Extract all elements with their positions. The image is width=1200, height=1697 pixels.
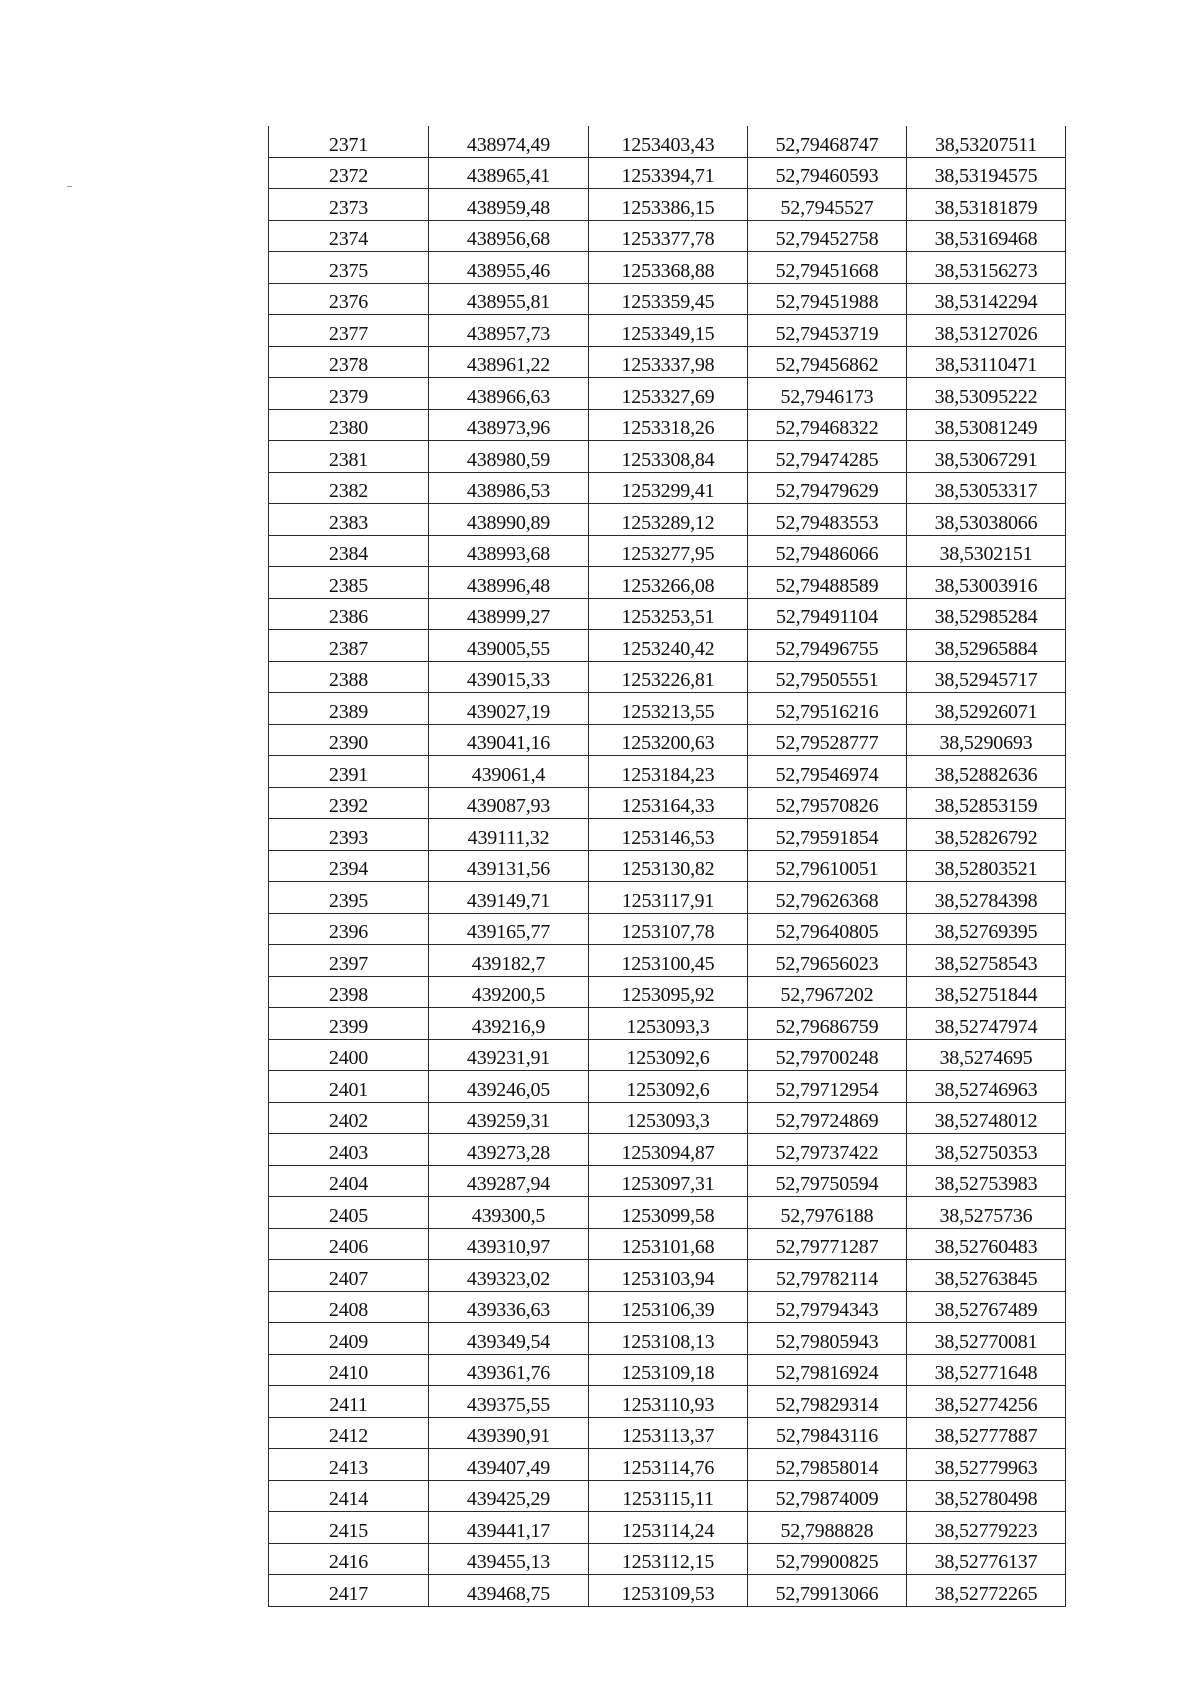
longitude-cell: 38,52965884: [907, 630, 1066, 662]
latitude-cell: 52,79451668: [748, 252, 907, 284]
longitude-cell: 38,5290693: [907, 724, 1066, 756]
table-row: [269, 567, 1066, 599]
latitude-cell: 52,79453719: [748, 315, 907, 347]
coordinates-table: [268, 126, 1066, 1607]
point-number-cell: 2399: [269, 1008, 429, 1040]
table-row: [269, 1512, 1066, 1544]
point-number-cell: 2382: [269, 472, 429, 504]
latitude-cell: 52,79483553: [748, 504, 907, 536]
x-coordinate-cell: 438957,73: [429, 315, 589, 347]
y-coordinate-cell: 1253093,3: [589, 1008, 748, 1040]
y-coordinate-cell: 1253277,95: [589, 535, 748, 567]
point-number-cell: 2401: [269, 1071, 429, 1103]
longitude-cell: 38,52853159: [907, 787, 1066, 819]
table-row: [269, 661, 1066, 693]
y-coordinate-cell: 1253115,11: [589, 1480, 748, 1512]
table-row: [269, 472, 1066, 504]
latitude-cell: 52,79468747: [748, 126, 907, 157]
point-number-cell: 2405: [269, 1197, 429, 1229]
table-row: [269, 220, 1066, 252]
y-coordinate-cell: 1253112,15: [589, 1543, 748, 1575]
latitude-cell: 52,79505551: [748, 661, 907, 693]
point-number-cell: 2414: [269, 1480, 429, 1512]
table-row: [269, 1543, 1066, 1575]
y-coordinate-cell: 1253114,24: [589, 1512, 748, 1544]
point-number-cell: 2375: [269, 252, 429, 284]
latitude-cell: 52,79724869: [748, 1102, 907, 1134]
latitude-cell: 52,79591854: [748, 819, 907, 851]
y-coordinate-cell: 1253108,13: [589, 1323, 748, 1355]
x-coordinate-cell: 438961,22: [429, 346, 589, 378]
latitude-cell: 52,7976188: [748, 1197, 907, 1229]
x-coordinate-cell: 439310,97: [429, 1228, 589, 1260]
x-coordinate-cell: 439390,91: [429, 1417, 589, 1449]
x-coordinate-cell: 439149,71: [429, 882, 589, 914]
x-coordinate-cell: 439200,5: [429, 976, 589, 1008]
table-row: [269, 441, 1066, 473]
table-row: [269, 1039, 1066, 1071]
table-row: [269, 819, 1066, 851]
point-number-cell: 2409: [269, 1323, 429, 1355]
x-coordinate-cell: 438955,81: [429, 283, 589, 315]
x-coordinate-cell: 438996,48: [429, 567, 589, 599]
y-coordinate-cell: 1253107,78: [589, 913, 748, 945]
longitude-cell: 38,53142294: [907, 283, 1066, 315]
y-coordinate-cell: 1253253,51: [589, 598, 748, 630]
table-row: [269, 1260, 1066, 1292]
table-row: [269, 1165, 1066, 1197]
table-row: [269, 850, 1066, 882]
y-coordinate-cell: 1253349,15: [589, 315, 748, 347]
latitude-cell: 52,79712954: [748, 1071, 907, 1103]
table-row: [269, 1134, 1066, 1166]
latitude-cell: 52,7967202: [748, 976, 907, 1008]
x-coordinate-cell: 439336,63: [429, 1291, 589, 1323]
longitude-cell: 38,5274695: [907, 1039, 1066, 1071]
x-coordinate-cell: 438999,27: [429, 598, 589, 630]
y-coordinate-cell: 1253099,58: [589, 1197, 748, 1229]
longitude-cell: 38,53067291: [907, 441, 1066, 473]
point-number-cell: 2374: [269, 220, 429, 252]
table-row: [269, 756, 1066, 788]
table-row: [269, 1323, 1066, 1355]
latitude-cell: 52,79451988: [748, 283, 907, 315]
table-row: [269, 504, 1066, 536]
longitude-cell: 38,52784398: [907, 882, 1066, 914]
y-coordinate-cell: 1253368,88: [589, 252, 748, 284]
point-number-cell: 2412: [269, 1417, 429, 1449]
latitude-cell: 52,79900825: [748, 1543, 907, 1575]
table-row: [269, 945, 1066, 977]
point-number-cell: 2384: [269, 535, 429, 567]
x-coordinate-cell: 438966,63: [429, 378, 589, 410]
point-number-cell: 2396: [269, 913, 429, 945]
y-coordinate-cell: 1253377,78: [589, 220, 748, 252]
y-coordinate-cell: 1253299,41: [589, 472, 748, 504]
y-coordinate-cell: 1253109,53: [589, 1575, 748, 1607]
point-number-cell: 2386: [269, 598, 429, 630]
latitude-cell: 52,79486066: [748, 535, 907, 567]
x-coordinate-cell: 439015,33: [429, 661, 589, 693]
table-row: [269, 882, 1066, 914]
latitude-cell: 52,79874009: [748, 1480, 907, 1512]
x-coordinate-cell: 439231,91: [429, 1039, 589, 1071]
y-coordinate-cell: 1253094,87: [589, 1134, 748, 1166]
longitude-cell: 38,52772265: [907, 1575, 1066, 1607]
table-row: [269, 1417, 1066, 1449]
longitude-cell: 38,52747974: [907, 1008, 1066, 1040]
latitude-cell: 52,79496755: [748, 630, 907, 662]
y-coordinate-cell: 1253093,3: [589, 1102, 748, 1134]
x-coordinate-cell: 439216,9: [429, 1008, 589, 1040]
point-number-cell: 2377: [269, 315, 429, 347]
latitude-cell: 52,79546974: [748, 756, 907, 788]
longitude-cell: 38,52753983: [907, 1165, 1066, 1197]
longitude-cell: 38,53181879: [907, 189, 1066, 221]
table-row: [269, 1228, 1066, 1260]
y-coordinate-cell: 1253117,91: [589, 882, 748, 914]
table-row: [269, 1354, 1066, 1386]
latitude-cell: 52,79640805: [748, 913, 907, 945]
longitude-cell: 38,52774256: [907, 1386, 1066, 1418]
table-row: [269, 315, 1066, 347]
longitude-cell: 38,52748012: [907, 1102, 1066, 1134]
longitude-cell: 38,53156273: [907, 252, 1066, 284]
table-row: [269, 787, 1066, 819]
x-coordinate-cell: 439041,16: [429, 724, 589, 756]
latitude-cell: 52,79452758: [748, 220, 907, 252]
point-number-cell: 2391: [269, 756, 429, 788]
longitude-cell: 38,52779963: [907, 1449, 1066, 1481]
longitude-cell: 38,52763845: [907, 1260, 1066, 1292]
table-row: [269, 1197, 1066, 1229]
longitude-cell: 38,52769395: [907, 913, 1066, 945]
longitude-cell: 38,52770081: [907, 1323, 1066, 1355]
x-coordinate-cell: 439005,55: [429, 630, 589, 662]
point-number-cell: 2416: [269, 1543, 429, 1575]
point-number-cell: 2404: [269, 1165, 429, 1197]
latitude-cell: 52,79474285: [748, 441, 907, 473]
x-coordinate-cell: 439027,19: [429, 693, 589, 725]
latitude-cell: 52,79610051: [748, 850, 907, 882]
x-coordinate-cell: 439361,76: [429, 1354, 589, 1386]
latitude-cell: 52,79858014: [748, 1449, 907, 1481]
y-coordinate-cell: 1253184,23: [589, 756, 748, 788]
table-row: [269, 189, 1066, 221]
y-coordinate-cell: 1253403,43: [589, 126, 748, 157]
point-number-cell: 2371: [269, 126, 429, 157]
table-row: [269, 598, 1066, 630]
x-coordinate-cell: 438973,96: [429, 409, 589, 441]
latitude-cell: 52,79771287: [748, 1228, 907, 1260]
latitude-cell: 52,7946173: [748, 378, 907, 410]
coordinates-table-body: [269, 126, 1066, 1606]
point-number-cell: 2385: [269, 567, 429, 599]
y-coordinate-cell: 1253100,45: [589, 945, 748, 977]
x-coordinate-cell: 438956,68: [429, 220, 589, 252]
x-coordinate-cell: 439455,13: [429, 1543, 589, 1575]
longitude-cell: 38,52945717: [907, 661, 1066, 693]
x-coordinate-cell: 438990,89: [429, 504, 589, 536]
latitude-cell: 52,79782114: [748, 1260, 907, 1292]
latitude-cell: 52,79700248: [748, 1039, 907, 1071]
y-coordinate-cell: 1253200,63: [589, 724, 748, 756]
y-coordinate-cell: 1253386,15: [589, 189, 748, 221]
latitude-cell: 52,79816924: [748, 1354, 907, 1386]
point-number-cell: 2398: [269, 976, 429, 1008]
table-row: [269, 913, 1066, 945]
latitude-cell: 52,79460593: [748, 157, 907, 189]
longitude-cell: 38,52882636: [907, 756, 1066, 788]
x-coordinate-cell: 439273,28: [429, 1134, 589, 1166]
x-coordinate-cell: 438986,53: [429, 472, 589, 504]
latitude-cell: 52,79750594: [748, 1165, 907, 1197]
point-number-cell: 2387: [269, 630, 429, 662]
point-number-cell: 2413: [269, 1449, 429, 1481]
table-row: [269, 126, 1066, 157]
point-number-cell: 2395: [269, 882, 429, 914]
point-number-cell: 2407: [269, 1260, 429, 1292]
point-number-cell: 2379: [269, 378, 429, 410]
x-coordinate-cell: 439300,5: [429, 1197, 589, 1229]
y-coordinate-cell: 1253394,71: [589, 157, 748, 189]
table-row: [269, 976, 1066, 1008]
y-coordinate-cell: 1253337,98: [589, 346, 748, 378]
longitude-cell: 38,53095222: [907, 378, 1066, 410]
longitude-cell: 38,52780498: [907, 1480, 1066, 1512]
x-coordinate-cell: 439375,55: [429, 1386, 589, 1418]
x-coordinate-cell: 438955,46: [429, 252, 589, 284]
point-number-cell: 2393: [269, 819, 429, 851]
latitude-cell: 52,79528777: [748, 724, 907, 756]
table-row: [269, 1008, 1066, 1040]
y-coordinate-cell: 1253101,68: [589, 1228, 748, 1260]
table-row: [269, 283, 1066, 315]
longitude-cell: 38,52751844: [907, 976, 1066, 1008]
y-coordinate-cell: 1253146,53: [589, 819, 748, 851]
point-number-cell: 2402: [269, 1102, 429, 1134]
y-coordinate-cell: 1253164,33: [589, 787, 748, 819]
x-coordinate-cell: 439287,94: [429, 1165, 589, 1197]
x-coordinate-cell: 439061,4: [429, 756, 589, 788]
scan-speck: [67, 186, 72, 187]
latitude-cell: 52,79686759: [748, 1008, 907, 1040]
y-coordinate-cell: 1253092,6: [589, 1039, 748, 1071]
longitude-cell: 38,52758543: [907, 945, 1066, 977]
table-row: [269, 157, 1066, 189]
longitude-cell: 38,5275736: [907, 1197, 1066, 1229]
longitude-cell: 38,52779223: [907, 1512, 1066, 1544]
table-row: [269, 1386, 1066, 1418]
table-row: [269, 378, 1066, 410]
point-number-cell: 2372: [269, 157, 429, 189]
y-coordinate-cell: 1253113,37: [589, 1417, 748, 1449]
latitude-cell: 52,7945527: [748, 189, 907, 221]
x-coordinate-cell: 439259,31: [429, 1102, 589, 1134]
table-row: [269, 630, 1066, 662]
point-number-cell: 2373: [269, 189, 429, 221]
table-row: [269, 693, 1066, 725]
x-coordinate-cell: 438980,59: [429, 441, 589, 473]
point-number-cell: 2388: [269, 661, 429, 693]
latitude-cell: 52,79491104: [748, 598, 907, 630]
y-coordinate-cell: 1253092,6: [589, 1071, 748, 1103]
latitude-cell: 52,79843116: [748, 1417, 907, 1449]
x-coordinate-cell: 438959,48: [429, 189, 589, 221]
longitude-cell: 38,53207511: [907, 126, 1066, 157]
y-coordinate-cell: 1253289,12: [589, 504, 748, 536]
longitude-cell: 38,52746963: [907, 1071, 1066, 1103]
y-coordinate-cell: 1253327,69: [589, 378, 748, 410]
point-number-cell: 2410: [269, 1354, 429, 1386]
x-coordinate-cell: 439425,29: [429, 1480, 589, 1512]
table-row: [269, 346, 1066, 378]
longitude-cell: 38,53110471: [907, 346, 1066, 378]
y-coordinate-cell: 1253359,45: [589, 283, 748, 315]
point-number-cell: 2389: [269, 693, 429, 725]
longitude-cell: 38,52985284: [907, 598, 1066, 630]
latitude-cell: 52,79794343: [748, 1291, 907, 1323]
x-coordinate-cell: 439323,02: [429, 1260, 589, 1292]
longitude-cell: 38,53053317: [907, 472, 1066, 504]
table-row: [269, 252, 1066, 284]
longitude-cell: 38,5302151: [907, 535, 1066, 567]
latitude-cell: 52,79468322: [748, 409, 907, 441]
longitude-cell: 38,53194575: [907, 157, 1066, 189]
point-number-cell: 2376: [269, 283, 429, 315]
longitude-cell: 38,52777887: [907, 1417, 1066, 1449]
y-coordinate-cell: 1253095,92: [589, 976, 748, 1008]
y-coordinate-cell: 1253114,76: [589, 1449, 748, 1481]
longitude-cell: 38,52760483: [907, 1228, 1066, 1260]
latitude-cell: 52,79737422: [748, 1134, 907, 1166]
latitude-cell: 52,79479629: [748, 472, 907, 504]
y-coordinate-cell: 1253226,81: [589, 661, 748, 693]
latitude-cell: 52,79656023: [748, 945, 907, 977]
y-coordinate-cell: 1253240,42: [589, 630, 748, 662]
point-number-cell: 2415: [269, 1512, 429, 1544]
latitude-cell: 52,79805943: [748, 1323, 907, 1355]
point-number-cell: 2403: [269, 1134, 429, 1166]
latitude-cell: 52,7988828: [748, 1512, 907, 1544]
x-coordinate-cell: 438974,49: [429, 126, 589, 157]
longitude-cell: 38,52771648: [907, 1354, 1066, 1386]
point-number-cell: 2417: [269, 1575, 429, 1607]
point-number-cell: 2394: [269, 850, 429, 882]
longitude-cell: 38,52776137: [907, 1543, 1066, 1575]
point-number-cell: 2378: [269, 346, 429, 378]
latitude-cell: 52,79488589: [748, 567, 907, 599]
y-coordinate-cell: 1253097,31: [589, 1165, 748, 1197]
x-coordinate-cell: 439111,32: [429, 819, 589, 851]
longitude-cell: 38,53127026: [907, 315, 1066, 347]
x-coordinate-cell: 439165,77: [429, 913, 589, 945]
point-number-cell: 2383: [269, 504, 429, 536]
y-coordinate-cell: 1253213,55: [589, 693, 748, 725]
latitude-cell: 52,79570826: [748, 787, 907, 819]
point-number-cell: 2380: [269, 409, 429, 441]
table-row: [269, 724, 1066, 756]
latitude-cell: 52,79829314: [748, 1386, 907, 1418]
y-coordinate-cell: 1253103,94: [589, 1260, 748, 1292]
table-row: [269, 1102, 1066, 1134]
point-number-cell: 2397: [269, 945, 429, 977]
latitude-cell: 52,79913066: [748, 1575, 907, 1607]
y-coordinate-cell: 1253308,84: [589, 441, 748, 473]
y-coordinate-cell: 1253109,18: [589, 1354, 748, 1386]
y-coordinate-cell: 1253130,82: [589, 850, 748, 882]
x-coordinate-cell: 439182,7: [429, 945, 589, 977]
point-number-cell: 2390: [269, 724, 429, 756]
y-coordinate-cell: 1253106,39: [589, 1291, 748, 1323]
table-row: [269, 1575, 1066, 1607]
longitude-cell: 38,53081249: [907, 409, 1066, 441]
point-number-cell: 2400: [269, 1039, 429, 1071]
y-coordinate-cell: 1253266,08: [589, 567, 748, 599]
latitude-cell: 52,79626368: [748, 882, 907, 914]
table-row: [269, 1071, 1066, 1103]
x-coordinate-cell: 439246,05: [429, 1071, 589, 1103]
longitude-cell: 38,53169468: [907, 220, 1066, 252]
table-row: [269, 1480, 1066, 1512]
table-row: [269, 409, 1066, 441]
x-coordinate-cell: 438965,41: [429, 157, 589, 189]
longitude-cell: 38,52826792: [907, 819, 1066, 851]
x-coordinate-cell: 439349,54: [429, 1323, 589, 1355]
point-number-cell: 2408: [269, 1291, 429, 1323]
table-row: [269, 1449, 1066, 1481]
longitude-cell: 38,53003916: [907, 567, 1066, 599]
longitude-cell: 38,52926071: [907, 693, 1066, 725]
point-number-cell: 2406: [269, 1228, 429, 1260]
table-row: [269, 1291, 1066, 1323]
point-number-cell: 2392: [269, 787, 429, 819]
longitude-cell: 38,53038066: [907, 504, 1066, 536]
longitude-cell: 38,52750353: [907, 1134, 1066, 1166]
x-coordinate-cell: 439468,75: [429, 1575, 589, 1607]
x-coordinate-cell: 439087,93: [429, 787, 589, 819]
y-coordinate-cell: 1253318,26: [589, 409, 748, 441]
x-coordinate-cell: 438993,68: [429, 535, 589, 567]
point-number-cell: 2411: [269, 1386, 429, 1418]
longitude-cell: 38,52767489: [907, 1291, 1066, 1323]
latitude-cell: 52,79456862: [748, 346, 907, 378]
table-row: [269, 535, 1066, 567]
x-coordinate-cell: 439441,17: [429, 1512, 589, 1544]
latitude-cell: 52,79516216: [748, 693, 907, 725]
x-coordinate-cell: 439407,49: [429, 1449, 589, 1481]
y-coordinate-cell: 1253110,93: [589, 1386, 748, 1418]
x-coordinate-cell: 439131,56: [429, 850, 589, 882]
longitude-cell: 38,52803521: [907, 850, 1066, 882]
point-number-cell: 2381: [269, 441, 429, 473]
